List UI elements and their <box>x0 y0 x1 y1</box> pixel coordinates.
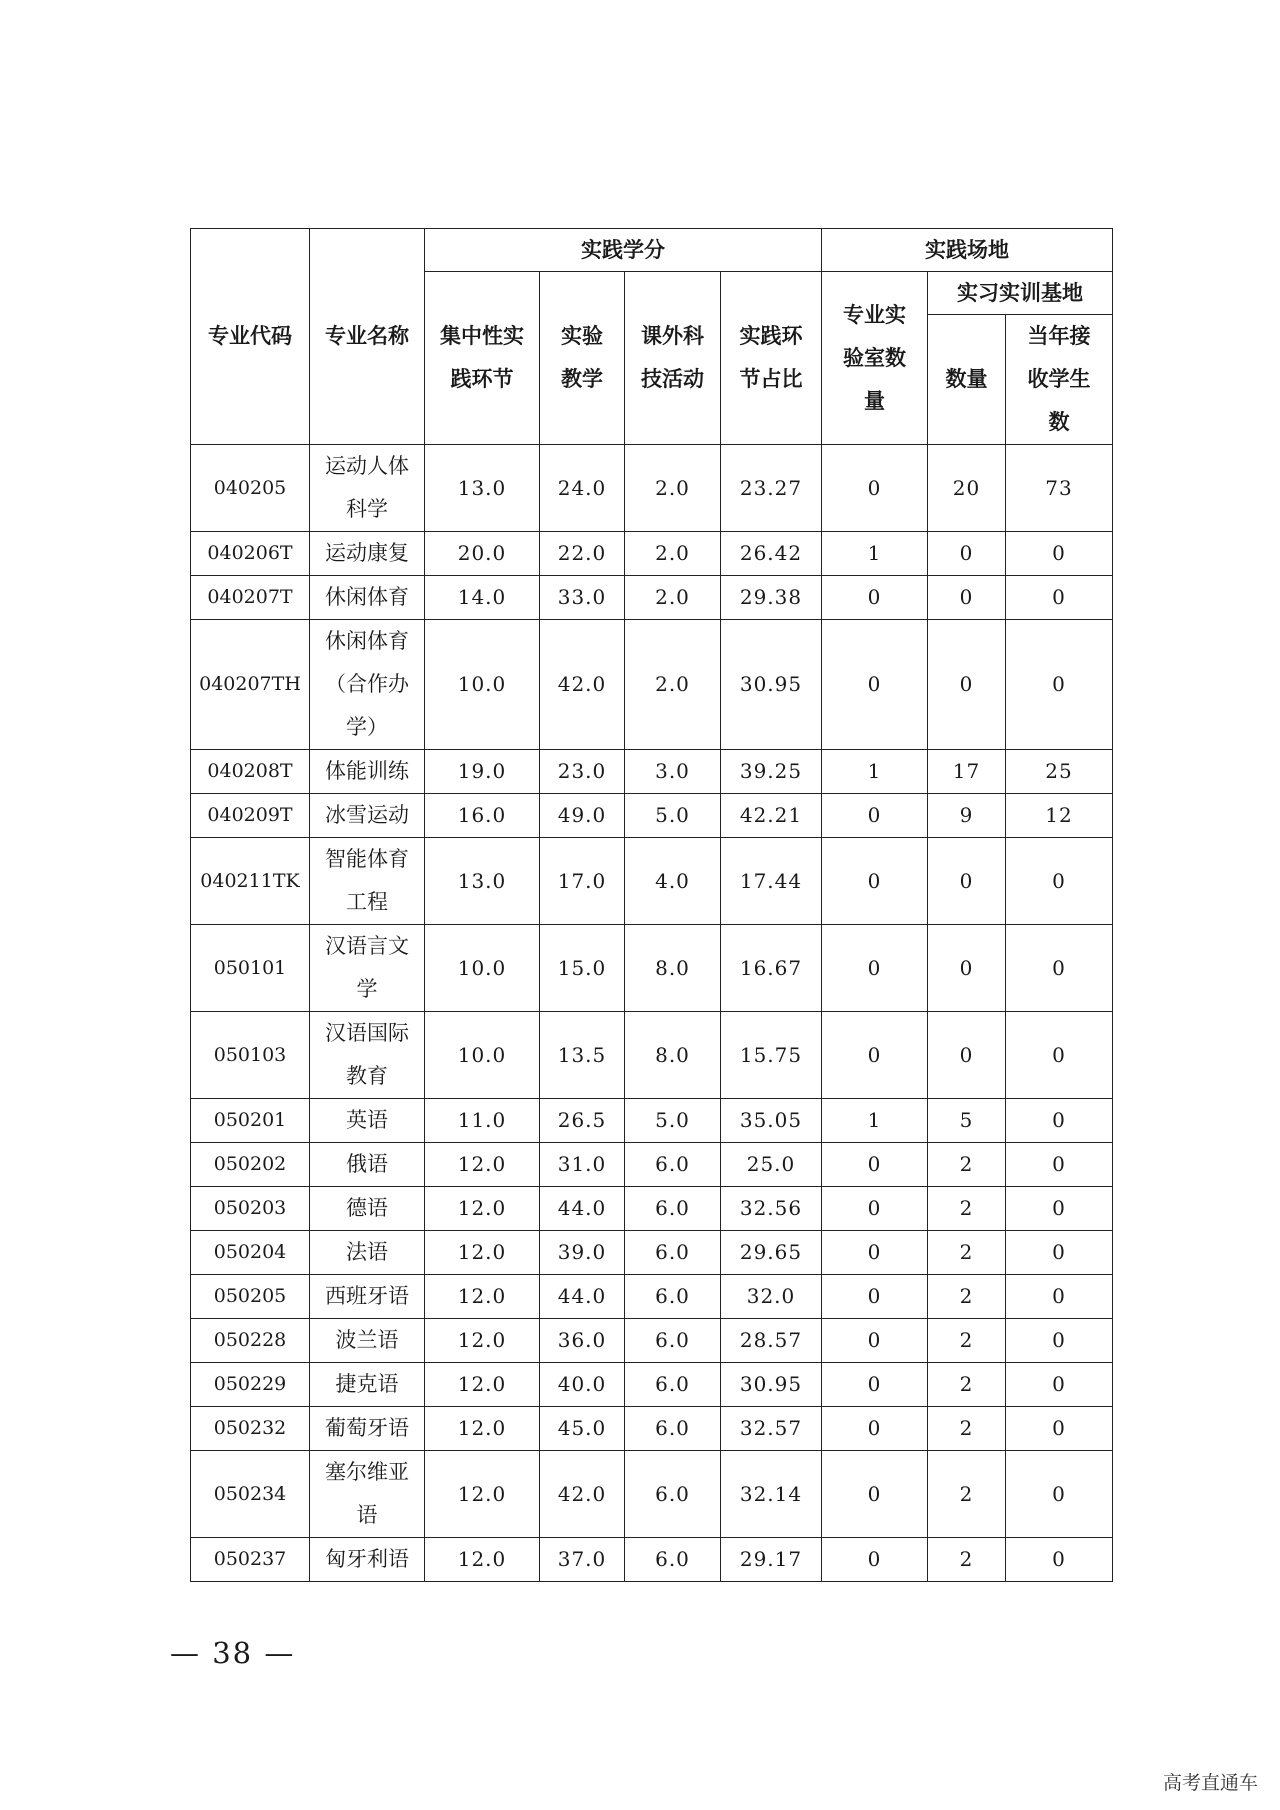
cell-concentrated: 13.0 <box>425 445 540 532</box>
cell-concentrated: 12.0 <box>425 1187 540 1231</box>
cell-labs: 0 <box>822 1407 928 1451</box>
cell-name-line: 德语 <box>346 1196 388 1220</box>
cell-labs: 0 <box>822 1451 928 1538</box>
cell-code: 040207TH <box>191 620 310 750</box>
cell-students: 0 <box>1006 1407 1113 1451</box>
table-row <box>191 1538 1113 1582</box>
header-labs-line1: 专业实 <box>843 302 906 327</box>
header-students <box>1006 315 1113 445</box>
cell-name <box>310 1363 425 1407</box>
cell-concentrated: 12.0 <box>425 1275 540 1319</box>
cell-name-line: 俄语 <box>346 1152 388 1176</box>
cell-concentrated: 20.0 <box>425 532 540 576</box>
cell-bases: 2 <box>928 1187 1006 1231</box>
cell-labs: 0 <box>822 1363 928 1407</box>
cell-bases: 20 <box>928 445 1006 532</box>
cell-code: 040211TK <box>191 838 310 925</box>
cell-students: 0 <box>1006 1319 1113 1363</box>
cell-name-line: 捷克语 <box>335 1372 399 1396</box>
cell-students: 0 <box>1006 532 1113 576</box>
cell-students: 0 <box>1006 1187 1113 1231</box>
cell-name-line: 休闲体育 <box>325 629 409 653</box>
header-ratio-line1: 实践环 <box>739 324 803 348</box>
cell-experiment: 15.0 <box>540 925 625 1012</box>
header-concentrated-line1: 集中性实 <box>440 324 524 348</box>
cell-bases: 17 <box>928 750 1006 794</box>
header-experiment-line1: 实验 <box>561 324 603 348</box>
cell-bases: 0 <box>928 532 1006 576</box>
cell-code: 050232 <box>191 1407 310 1451</box>
cell-concentrated: 12.0 <box>425 1407 540 1451</box>
cell-students: 0 <box>1006 1231 1113 1275</box>
header-students-line3: 数 <box>1048 410 1070 434</box>
cell-concentrated: 10.0 <box>425 1012 540 1099</box>
cell-ratio: 30.95 <box>721 620 822 750</box>
cell-students: 0 <box>1006 1143 1113 1187</box>
cell-extracurricular: 2.0 <box>625 620 721 750</box>
cell-bases: 0 <box>928 576 1006 620</box>
header-experiment-line2: 教学 <box>561 367 603 391</box>
header-training-bases: 实习实训基地 <box>928 272 1113 315</box>
cell-extracurricular: 5.0 <box>625 794 721 838</box>
cell-labs: 1 <box>822 532 928 576</box>
cell-students: 0 <box>1006 620 1113 750</box>
cell-name <box>310 1451 425 1538</box>
cell-ratio: 35.05 <box>721 1099 822 1143</box>
practice-credits-table <box>190 228 1113 1582</box>
cell-extracurricular: 6.0 <box>625 1187 721 1231</box>
cell-experiment: 45.0 <box>540 1407 625 1451</box>
cell-code: 040206T <box>191 532 310 576</box>
header-students-line2: 收学生 <box>1027 367 1091 391</box>
table-row <box>191 925 1113 1012</box>
table-body <box>191 445 1113 1582</box>
cell-extracurricular: 8.0 <box>625 925 721 1012</box>
cell-ratio: 15.75 <box>721 1012 822 1099</box>
cell-name-line: 波兰语 <box>335 1328 399 1352</box>
cell-students: 0 <box>1006 1451 1113 1538</box>
cell-labs: 0 <box>822 925 928 1012</box>
table-row <box>191 1143 1113 1187</box>
cell-name <box>310 1187 425 1231</box>
header-labs-line2: 验室数 <box>843 345 906 370</box>
cell-labs: 0 <box>822 445 928 532</box>
cell-code: 050234 <box>191 1451 310 1538</box>
cell-concentrated: 12.0 <box>425 1538 540 1582</box>
cell-concentrated: 12.0 <box>425 1363 540 1407</box>
cell-code: 040207T <box>191 576 310 620</box>
cell-name-line: 塞尔维亚 <box>325 1460 409 1484</box>
cell-labs: 1 <box>822 1099 928 1143</box>
cell-extracurricular: 6.0 <box>625 1363 721 1407</box>
cell-labs: 0 <box>822 1275 928 1319</box>
cell-extracurricular: 5.0 <box>625 1099 721 1143</box>
cell-code: 050101 <box>191 925 310 1012</box>
cell-labs: 0 <box>822 1231 928 1275</box>
table-row <box>191 1012 1113 1099</box>
cell-labs: 0 <box>822 1538 928 1582</box>
cell-bases: 2 <box>928 1143 1006 1187</box>
header-practice-sites: 实践场地 <box>822 229 1113 272</box>
cell-students: 73 <box>1006 445 1113 532</box>
cell-name <box>310 532 425 576</box>
cell-name <box>310 620 425 750</box>
cell-extracurricular: 6.0 <box>625 1143 721 1187</box>
table-row <box>191 1187 1113 1231</box>
cell-labs: 0 <box>822 838 928 925</box>
table-row <box>191 576 1113 620</box>
header-labs <box>822 272 928 445</box>
cell-students: 12 <box>1006 794 1113 838</box>
cell-bases: 2 <box>928 1451 1006 1538</box>
header-name: 专业名称 <box>310 229 425 445</box>
table-row <box>191 1231 1113 1275</box>
header-code: 专业代码 <box>191 229 310 445</box>
header-concentrated <box>425 272 540 445</box>
cell-bases: 2 <box>928 1407 1006 1451</box>
header-experiment <box>540 272 625 445</box>
cell-bases: 2 <box>928 1275 1006 1319</box>
cell-experiment: 44.0 <box>540 1187 625 1231</box>
cell-name <box>310 1407 425 1451</box>
cell-ratio: 32.57 <box>721 1407 822 1451</box>
cell-concentrated: 12.0 <box>425 1319 540 1363</box>
cell-code: 050103 <box>191 1012 310 1099</box>
table-row <box>191 1319 1113 1363</box>
cell-students: 0 <box>1006 838 1113 925</box>
cell-experiment: 31.0 <box>540 1143 625 1187</box>
header-ratio-line2: 节占比 <box>739 367 803 391</box>
cell-bases: 0 <box>928 620 1006 750</box>
cell-concentrated: 10.0 <box>425 925 540 1012</box>
cell-extracurricular: 6.0 <box>625 1319 721 1363</box>
cell-code: 050203 <box>191 1187 310 1231</box>
cell-experiment: 24.0 <box>540 445 625 532</box>
cell-code: 050202 <box>191 1143 310 1187</box>
cell-ratio: 30.95 <box>721 1363 822 1407</box>
cell-code: 050201 <box>191 1099 310 1143</box>
cell-extracurricular: 6.0 <box>625 1275 721 1319</box>
cell-code: 040208T <box>191 750 310 794</box>
cell-concentrated: 14.0 <box>425 576 540 620</box>
cell-labs: 0 <box>822 1143 928 1187</box>
cell-experiment: 13.5 <box>540 1012 625 1099</box>
table-header <box>191 229 1113 445</box>
cell-ratio: 26.42 <box>721 532 822 576</box>
table-row <box>191 794 1113 838</box>
cell-experiment: 49.0 <box>540 794 625 838</box>
table-row <box>191 1451 1113 1538</box>
cell-ratio: 42.21 <box>721 794 822 838</box>
cell-code: 040209T <box>191 794 310 838</box>
cell-extracurricular: 2.0 <box>625 576 721 620</box>
cell-name <box>310 838 425 925</box>
cell-experiment: 44.0 <box>540 1275 625 1319</box>
cell-students: 0 <box>1006 1363 1113 1407</box>
table-row <box>191 620 1113 750</box>
cell-name-line: 科学 <box>346 497 388 521</box>
cell-ratio: 29.17 <box>721 1538 822 1582</box>
cell-name <box>310 1099 425 1143</box>
cell-extracurricular: 8.0 <box>625 1012 721 1099</box>
table-row <box>191 532 1113 576</box>
cell-concentrated: 10.0 <box>425 620 540 750</box>
cell-name-line: 语 <box>356 1503 378 1527</box>
cell-bases: 5 <box>928 1099 1006 1143</box>
table-row <box>191 1275 1113 1319</box>
cell-ratio: 39.25 <box>721 750 822 794</box>
cell-ratio: 29.38 <box>721 576 822 620</box>
cell-code: 050229 <box>191 1363 310 1407</box>
cell-bases: 0 <box>928 1012 1006 1099</box>
cell-concentrated: 12.0 <box>425 1231 540 1275</box>
cell-labs: 0 <box>822 1319 928 1363</box>
cell-ratio: 16.67 <box>721 925 822 1012</box>
cell-experiment: 33.0 <box>540 576 625 620</box>
table-row <box>191 750 1113 794</box>
cell-code: 050205 <box>191 1275 310 1319</box>
cell-experiment: 42.0 <box>540 620 625 750</box>
cell-name <box>310 1012 425 1099</box>
cell-students: 0 <box>1006 1538 1113 1582</box>
cell-extracurricular: 2.0 <box>625 532 721 576</box>
cell-extracurricular: 6.0 <box>625 1407 721 1451</box>
cell-ratio: 28.57 <box>721 1319 822 1363</box>
watermark: 高考直通车 <box>1162 1772 1258 1794</box>
cell-name <box>310 1538 425 1582</box>
cell-code: 050204 <box>191 1231 310 1275</box>
cell-extracurricular: 6.0 <box>625 1231 721 1275</box>
header-extracurricular-line1: 课外科 <box>641 324 704 348</box>
cell-extracurricular: 6.0 <box>625 1451 721 1538</box>
cell-name-line: 教育 <box>346 1064 388 1088</box>
cell-experiment: 36.0 <box>540 1319 625 1363</box>
cell-bases: 2 <box>928 1319 1006 1363</box>
cell-name <box>310 1319 425 1363</box>
cell-name-line: 工程 <box>346 890 388 914</box>
cell-students: 0 <box>1006 576 1113 620</box>
cell-concentrated: 19.0 <box>425 750 540 794</box>
cell-name-line: 学 <box>356 977 378 1001</box>
cell-name-line: 西班牙语 <box>325 1284 409 1308</box>
header-labs-line3: 量 <box>864 388 885 413</box>
cell-experiment: 40.0 <box>540 1363 625 1407</box>
cell-name-line: 汉语言文 <box>325 934 409 958</box>
table-row <box>191 1099 1113 1143</box>
cell-ratio: 32.56 <box>721 1187 822 1231</box>
cell-bases: 9 <box>928 794 1006 838</box>
cell-concentrated: 11.0 <box>425 1099 540 1143</box>
header-extracurricular <box>625 272 721 445</box>
cell-extracurricular: 6.0 <box>625 1538 721 1582</box>
header-ratio <box>721 272 822 445</box>
cell-labs: 0 <box>822 794 928 838</box>
cell-experiment: 22.0 <box>540 532 625 576</box>
cell-concentrated: 13.0 <box>425 838 540 925</box>
cell-name-line: 汉语国际 <box>325 1021 409 1045</box>
cell-name-line: 运动康复 <box>325 541 409 565</box>
cell-name-line: 学） <box>346 715 388 739</box>
header-concentrated-line2: 践环节 <box>450 367 514 391</box>
cell-ratio: 32.0 <box>721 1275 822 1319</box>
cell-bases: 0 <box>928 925 1006 1012</box>
cell-concentrated: 12.0 <box>425 1143 540 1187</box>
cell-concentrated: 16.0 <box>425 794 540 838</box>
header-count: 数量 <box>928 315 1006 445</box>
cell-name-line: 法语 <box>346 1240 388 1264</box>
cell-students: 0 <box>1006 1099 1113 1143</box>
cell-name <box>310 794 425 838</box>
cell-students: 0 <box>1006 1275 1113 1319</box>
cell-code: 040205 <box>191 445 310 532</box>
cell-name-line: 体能训练 <box>325 759 409 783</box>
cell-labs: 0 <box>822 1012 928 1099</box>
cell-experiment: 42.0 <box>540 1451 625 1538</box>
cell-name-line: 葡萄牙语 <box>325 1416 409 1440</box>
cell-experiment: 26.5 <box>540 1099 625 1143</box>
table-row <box>191 1407 1113 1451</box>
cell-bases: 2 <box>928 1363 1006 1407</box>
cell-labs: 0 <box>822 576 928 620</box>
cell-ratio: 32.14 <box>721 1451 822 1538</box>
cell-name <box>310 1231 425 1275</box>
cell-students: 25 <box>1006 750 1113 794</box>
cell-name <box>310 1143 425 1187</box>
cell-name-line: 匈牙利语 <box>325 1547 409 1571</box>
cell-experiment: 37.0 <box>540 1538 625 1582</box>
cell-bases: 2 <box>928 1538 1006 1582</box>
cell-ratio: 25.0 <box>721 1143 822 1187</box>
cell-labs: 0 <box>822 620 928 750</box>
cell-bases: 2 <box>928 1231 1006 1275</box>
cell-name <box>310 1275 425 1319</box>
cell-experiment: 39.0 <box>540 1231 625 1275</box>
cell-name-line: 冰雪运动 <box>325 803 409 827</box>
cell-name-line: 休闲体育 <box>325 585 409 609</box>
cell-name <box>310 576 425 620</box>
cell-name-line: （合作办 <box>325 672 409 696</box>
cell-labs: 1 <box>822 750 928 794</box>
cell-extracurricular: 3.0 <box>625 750 721 794</box>
cell-ratio: 17.44 <box>721 838 822 925</box>
header-extracurricular-line2: 技活动 <box>641 367 704 391</box>
cell-code: 050228 <box>191 1319 310 1363</box>
cell-bases: 0 <box>928 838 1006 925</box>
table-row <box>191 445 1113 532</box>
table-row <box>191 838 1113 925</box>
cell-extracurricular: 2.0 <box>625 445 721 532</box>
cell-ratio: 29.65 <box>721 1231 822 1275</box>
cell-code: 050237 <box>191 1538 310 1582</box>
cell-name-line: 运动人体 <box>325 454 409 478</box>
cell-students: 0 <box>1006 1012 1113 1099</box>
header-practice-credits: 实践学分 <box>425 229 822 272</box>
table-row <box>191 1363 1113 1407</box>
cell-name <box>310 925 425 1012</box>
cell-concentrated: 12.0 <box>425 1451 540 1538</box>
cell-experiment: 17.0 <box>540 838 625 925</box>
cell-students: 0 <box>1006 925 1113 1012</box>
cell-ratio: 23.27 <box>721 445 822 532</box>
cell-name <box>310 445 425 532</box>
cell-experiment: 23.0 <box>540 750 625 794</box>
cell-extracurricular: 4.0 <box>625 838 721 925</box>
cell-labs: 0 <box>822 1187 928 1231</box>
cell-name-line: 智能体育 <box>325 847 409 871</box>
cell-name <box>310 750 425 794</box>
cell-name-line: 英语 <box>346 1108 388 1132</box>
page-number: — 38 — <box>170 1636 296 1670</box>
header-students-line1: 当年接 <box>1027 324 1091 348</box>
